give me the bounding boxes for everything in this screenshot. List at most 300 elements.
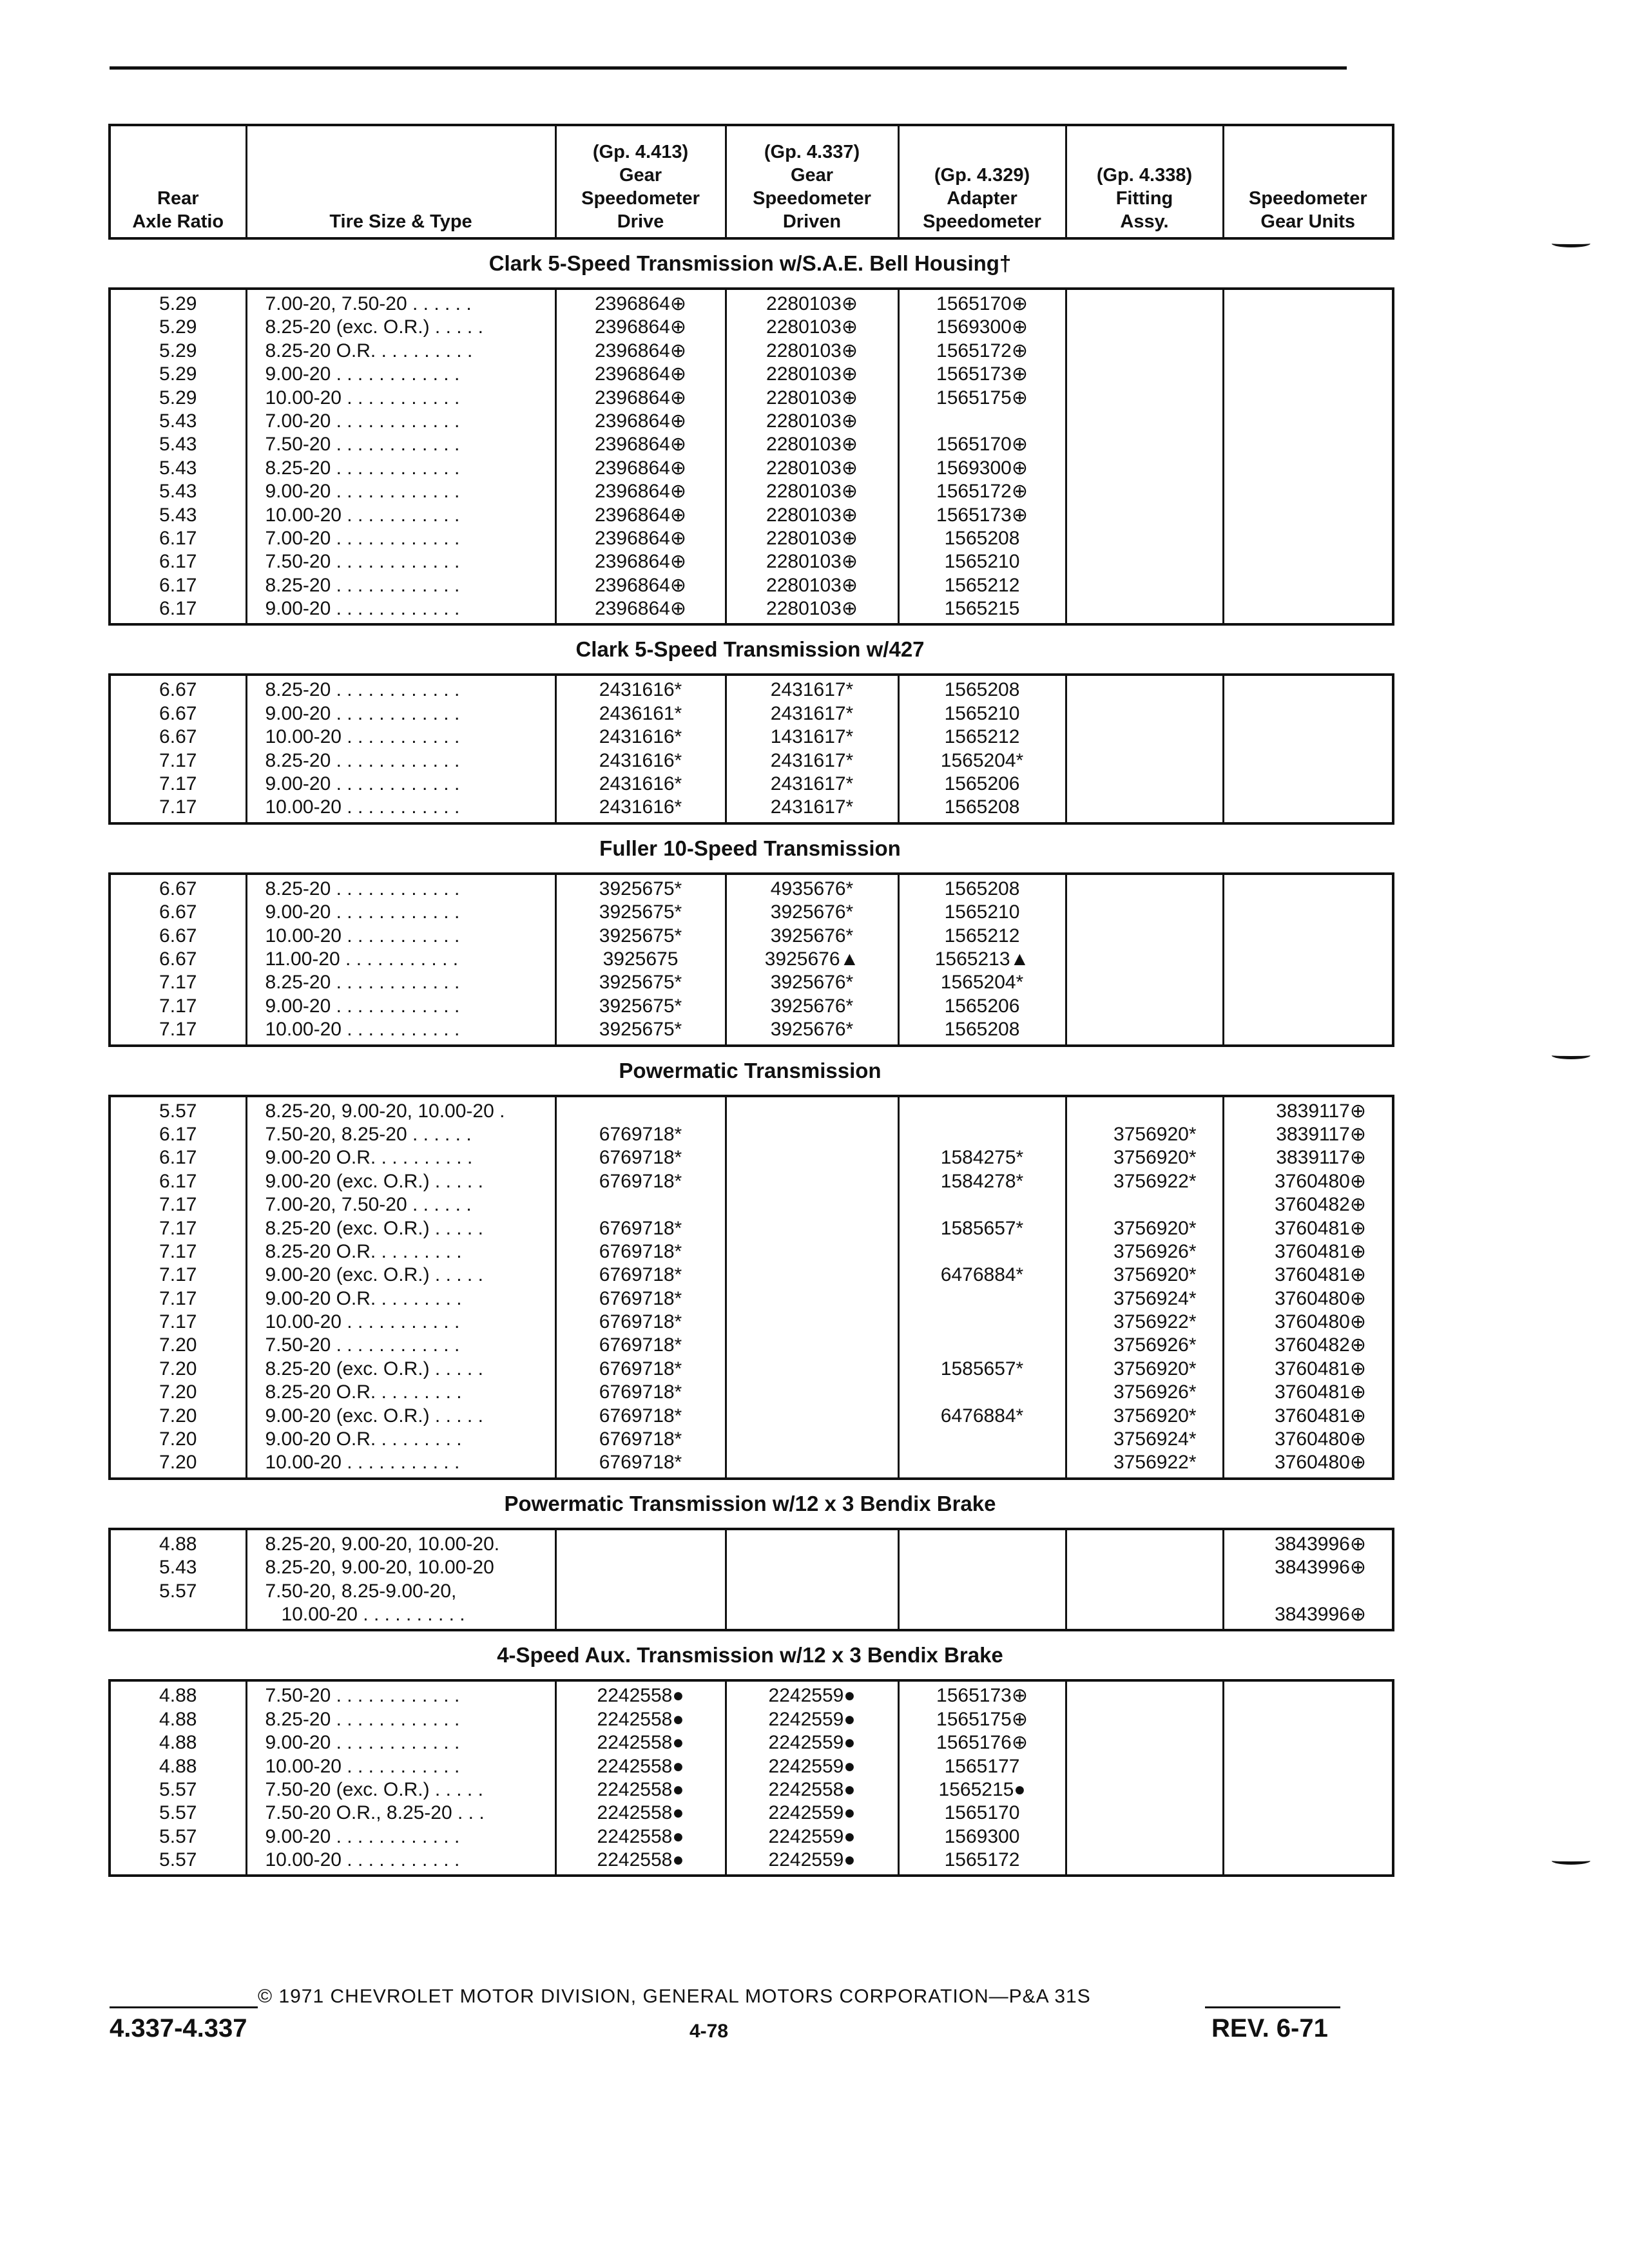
drive-gear-cell: 6769718* [599, 1123, 682, 1145]
fitting-cell: 3756920* [1113, 1217, 1197, 1239]
driven-gear-cell [727, 1556, 898, 1579]
axle-ratio-cell: 7.17 [159, 773, 197, 795]
drive-gear-column [555, 289, 726, 624]
fitting-cell [1067, 925, 1197, 948]
gear-units-cell [1224, 480, 1367, 503]
driven-gear-cell [727, 1580, 898, 1603]
fitting-column [1066, 289, 1223, 624]
fitting-cell [1067, 726, 1197, 749]
tire-size-cell: 7.00-20 . . . . . . . . . . . . [265, 527, 460, 549]
section-title: Powermatic Transmission w/12 x 3 Bendix Brake [504, 1491, 996, 1515]
drive-gear-cell: 2396864⊕ [595, 481, 686, 503]
axle-ratio-column [110, 1529, 246, 1631]
drive-gear-cell [557, 1193, 725, 1216]
gear-units-cell: 3843996⊕ [1275, 1557, 1366, 1579]
fitting-cell [1067, 574, 1197, 597]
axle-ratio-cell: 5.29 [159, 363, 197, 385]
top-rule [110, 66, 1347, 70]
adapter-cell: 1565206 [944, 773, 1020, 795]
adapter-cell: 1565215● [938, 1778, 1026, 1800]
tire-size-cell: 10.00-20 . . . . . . . . . . . [265, 1311, 460, 1333]
tire-size-cell: 10.00-20 . . . . . . . . . . . [265, 1019, 460, 1041]
section-body [110, 289, 1393, 624]
fitting-cell [1067, 527, 1197, 550]
axle-ratio-cell: 5.43 [159, 504, 197, 526]
fitting-cell [1067, 1755, 1197, 1778]
adapter-cell [900, 1451, 1065, 1474]
axle-ratio-cell: 6.17 [159, 527, 197, 549]
fitting-cell [1067, 1731, 1197, 1754]
drive-gear-cell: 2396864⊕ [595, 434, 686, 456]
adapter-cell [900, 1287, 1065, 1311]
adapter-cell: 1565213▲ [934, 948, 1030, 970]
tire-size-cell: 8.25-20 . . . . . . . . . . . . [265, 878, 460, 899]
driven-gear-column [726, 1680, 898, 1876]
fitting-cell [1067, 363, 1197, 386]
gear-units-cell [1224, 948, 1367, 971]
section-title: Clark 5-Speed Transmission w/S.A.E. Bell Housing† [488, 251, 1012, 275]
adapter-cell: 1584275* [940, 1147, 1024, 1169]
axle-ratio-cell: 7.17 [159, 1019, 197, 1041]
section-table [108, 1679, 1394, 1877]
drive-gear-cell [557, 1533, 725, 1556]
drive-gear-cell [557, 1580, 725, 1603]
fitting-cell: 3756926* [1113, 1334, 1197, 1356]
adapter-cell: 1565208 [944, 527, 1020, 549]
axle-ratio-cell: 5.29 [159, 340, 197, 361]
drive-gear-cell: 2396864⊕ [595, 363, 686, 385]
driven-gear-cell: 3925676▲ [764, 948, 860, 970]
adapter-cell [900, 1580, 1065, 1603]
tire-size-cell: 10.00-20 . . . . . . . . . . . [265, 925, 460, 947]
tire-size-column [246, 1529, 555, 1631]
section-body [110, 874, 1393, 1046]
gear-units-cell [1224, 1731, 1367, 1754]
drive-gear-cell: 2431616* [599, 749, 682, 771]
adapter-cell: 1584278* [940, 1170, 1024, 1192]
section-title: Clark 5-Speed Transmission w/427 [575, 637, 925, 662]
driven-gear-cell: 1431617* [770, 726, 854, 748]
drive-gear-cell: 2396864⊕ [595, 293, 686, 314]
axle-ratio-cell: 7.20 [159, 1358, 197, 1379]
drive-gear-cell: 6769718* [599, 1264, 682, 1286]
driven-gear-cell [727, 1533, 898, 1556]
drive-gear-cell: 2396864⊕ [595, 410, 686, 432]
sections [108, 240, 1392, 1877]
gear-units-cell [1224, 749, 1367, 773]
fitting-cell: 3756922* [1113, 1452, 1197, 1474]
axle-ratio-cell: 6.17 [159, 551, 197, 573]
gear-units-cell: 3760481⊕ [1275, 1405, 1366, 1427]
gear-units-cell: 3839117⊕ [1276, 1123, 1366, 1145]
section-table [108, 1095, 1394, 1480]
adapter-cell: 1585657* [940, 1217, 1024, 1239]
gear-units-column [1223, 289, 1393, 624]
gear-units-cell [1224, 597, 1367, 620]
tire-size-cell: 8.25-20 (exc. O.R.) . . . . . [265, 316, 483, 338]
drive-gear-cell: 6769718* [599, 1334, 682, 1356]
adapter-cell: 1565170 [944, 1802, 1020, 1824]
tire-size-column [246, 1096, 555, 1479]
axle-ratio-cell: 5.43 [159, 481, 197, 503]
adapter-cell [900, 1193, 1065, 1216]
tire-size-cell: 8.25-20 (exc. O.R.) . . . . . [265, 1217, 483, 1239]
driven-gear-cell [727, 1405, 898, 1428]
drive-gear-cell: 2396864⊕ [595, 340, 686, 361]
adapter-cell [900, 1123, 1065, 1146]
drive-gear-cell: 2396864⊕ [595, 551, 686, 573]
driven-gear-cell [727, 1146, 898, 1169]
gear-units-cell [1224, 316, 1367, 339]
page-number: 4-78 [689, 2021, 729, 2042]
gear-units-cell [1224, 925, 1367, 948]
axle-ratio-cell: 6.17 [159, 1147, 197, 1169]
tire-size-cell: 7.50-20 . . . . . . . . . . . . [265, 1685, 460, 1707]
driven-gear-column [726, 1529, 898, 1631]
gear-units-column [1223, 1680, 1393, 1876]
adapter-cell: 1565177 [944, 1755, 1020, 1777]
drive-gear-cell: 6769718* [599, 1452, 682, 1474]
axle-ratio-cell: 7.17 [159, 749, 197, 771]
gear-units-column [1223, 1529, 1393, 1631]
gear-units-cell [1224, 574, 1367, 597]
fitting-cell: 3756920* [1113, 1123, 1197, 1145]
axle-ratio-cell: 6.17 [159, 598, 197, 620]
gear-units-cell [1224, 340, 1367, 363]
driven-gear-cell: 2242559● [768, 1802, 856, 1824]
parts-table [108, 124, 1392, 1877]
fitting-cell [1067, 1193, 1197, 1216]
adapter-cell: 1565173⊕ [936, 504, 1028, 526]
fitting-column [1066, 675, 1223, 823]
tire-size-cell: 9.00-20 O.R. . . . . . . . . . [265, 1147, 473, 1169]
fitting-column [1066, 874, 1223, 1046]
header-gear-units: Speedometer Gear Units [1223, 125, 1393, 238]
section-table [108, 872, 1394, 1047]
header-gear-drive: (Gp. 4.413) Gear Speedometer Drive [555, 125, 726, 238]
drive-gear-cell: 6769718* [599, 1217, 682, 1239]
driven-gear-cell: 2280103⊕ [766, 316, 858, 338]
tire-size-cell: 9.00-20 . . . . . . . . . . . . [265, 702, 460, 724]
drive-gear-cell: 3925675* [599, 925, 682, 947]
fitting-cell [1067, 702, 1197, 726]
drive-gear-cell: 6769718* [599, 1287, 682, 1309]
axle-ratio-cell: 4.88 [159, 1685, 197, 1707]
adapter-cell: 1565173⊕ [936, 363, 1028, 385]
gear-units-cell [1224, 1580, 1367, 1603]
gear-units-cell [1224, 796, 1367, 819]
fitting-cell: 3756924* [1113, 1287, 1197, 1309]
driven-gear-cell [727, 1170, 898, 1193]
tire-size-cell: 7.00-20, 7.50-20 . . . . . . [265, 293, 472, 314]
driven-gear-cell: 3925676* [770, 901, 854, 923]
adapter-cell: 1565206 [944, 995, 1020, 1017]
adapter-column [898, 289, 1066, 624]
adapter-cell: 1565210 [944, 551, 1020, 573]
tire-size-cell: 9.00-20 O.R. . . . . . . . . [265, 1428, 462, 1450]
driven-gear-cell [727, 1264, 898, 1287]
drive-gear-cell: 3925675* [599, 1019, 682, 1041]
axle-ratio-cell: 5.29 [159, 293, 197, 314]
axle-ratio-cell: 5.57 [159, 1580, 197, 1602]
section-body [110, 675, 1393, 823]
axle-ratio-cell: 6.17 [159, 1170, 197, 1192]
tire-size-cell: 10.00-20 . . . . . . . . . . . [265, 504, 460, 526]
drive-gear-cell: 6769718* [599, 1170, 682, 1192]
gear-units-cell [1224, 1825, 1367, 1849]
tire-size-cell: 7.50-20 O.R., 8.25-20 . . . [265, 1802, 485, 1824]
axle-ratio-cell: 7.17 [159, 796, 197, 818]
drive-gear-cell: 6769718* [599, 1147, 682, 1169]
fitting-cell [1067, 1603, 1197, 1626]
fitting-column [1066, 1529, 1223, 1631]
driven-gear-cell: 2431617* [770, 773, 854, 795]
gear-units-cell [1224, 1849, 1367, 1872]
fitting-cell: 3756920* [1113, 1358, 1197, 1379]
axle-ratio-cell: 5.29 [159, 316, 197, 338]
tire-size-cell: 7.50-20 (exc. O.R.) . . . . . [265, 1778, 483, 1800]
gear-units-column [1223, 1096, 1393, 1479]
axle-ratio-cell: 7.17 [159, 1240, 197, 1262]
gear-units-cell [1224, 1778, 1367, 1802]
adapter-cell: 1569300 [944, 1825, 1020, 1847]
adapter-cell: 1565176⊕ [936, 1732, 1028, 1754]
driven-gear-cell [727, 1428, 898, 1451]
driven-gear-cell: 2280103⊕ [766, 457, 858, 479]
fitting-cell [1067, 387, 1197, 410]
gear-units-cell [1224, 410, 1367, 433]
drive-gear-cell [557, 1100, 725, 1123]
tire-size-cell: 8.25-20, 9.00-20, 10.00-20. [265, 1533, 500, 1555]
drive-gear-cell: 6769718* [599, 1405, 682, 1427]
tire-size-cell: 7.50-20 . . . . . . . . . . . . [265, 1334, 460, 1356]
section-table [108, 287, 1394, 626]
section-body [110, 1529, 1393, 1631]
tire-size-column [246, 675, 555, 823]
adapter-column [898, 1529, 1066, 1631]
axle-ratio-cell: 6.67 [159, 901, 197, 923]
fitting-cell [1067, 1802, 1197, 1825]
driven-gear-cell: 3925676* [770, 995, 854, 1017]
driven-gear-cell: 2280103⊕ [766, 598, 858, 620]
fitting-cell [1067, 749, 1197, 773]
driven-gear-cell: 2280103⊕ [766, 340, 858, 361]
driven-gear-cell [727, 1381, 898, 1404]
adapter-cell: 1565204* [940, 972, 1024, 994]
adapter-cell: 1585657* [940, 1358, 1024, 1379]
axle-ratio-cell: 6.67 [159, 878, 197, 899]
axle-ratio-cell: 5.57 [159, 1778, 197, 1800]
axle-ratio-cell: 7.20 [159, 1428, 197, 1450]
adapter-cell: 1565172⊕ [936, 481, 1028, 503]
fitting-cell: 3756922* [1113, 1311, 1197, 1333]
gear-units-cell [1224, 504, 1367, 527]
gear-units-cell [1224, 433, 1367, 456]
axle-ratio-cell [111, 1603, 246, 1626]
driven-gear-cell: 2242559● [768, 1825, 856, 1847]
adapter-cell: 1565175⊕ [936, 387, 1028, 408]
gear-units-cell [1224, 293, 1367, 316]
adapter-cell: 1565208 [944, 1019, 1020, 1041]
fitting-cell [1067, 457, 1197, 480]
adapter-cell: 1565212 [944, 925, 1020, 947]
drive-gear-cell: 2242558● [597, 1755, 684, 1777]
fitting-cell [1067, 597, 1197, 620]
tire-size-cell: 9.00-20 (exc. O.R.) . . . . . [265, 1170, 483, 1192]
adapter-cell: 1565170⊕ [936, 434, 1028, 456]
adapter-cell: 1565210 [944, 901, 1020, 923]
axle-ratio-cell: 7.17 [159, 972, 197, 994]
adapter-cell [900, 1311, 1065, 1334]
group-number: 4.337-4.337 [110, 2014, 247, 2042]
tire-size-cell: 9.00-20 . . . . . . . . . . . . [265, 773, 460, 795]
gear-units-cell: 3760480⊕ [1275, 1452, 1366, 1474]
adapter-cell: 1565204* [940, 749, 1024, 771]
driven-gear-cell: 2242558● [768, 1778, 856, 1800]
fitting-cell [1067, 1533, 1197, 1556]
drive-gear-cell: 3925675* [599, 901, 682, 923]
tire-size-cell: 8.25-20 O.R. . . . . . . . . . [265, 340, 473, 361]
driven-gear-cell: 3925676* [770, 925, 854, 947]
fitting-cell: 3756920* [1113, 1264, 1197, 1286]
adapter-cell: 6476884* [940, 1264, 1024, 1286]
fitting-cell [1067, 316, 1197, 339]
gear-units-cell [1224, 387, 1367, 410]
drive-gear-column [555, 1680, 726, 1876]
axle-ratio-cell: 7.17 [159, 1287, 197, 1309]
gear-units-column [1223, 874, 1393, 1046]
gear-units-cell: 3760481⊕ [1275, 1217, 1366, 1239]
fitting-cell [1067, 995, 1197, 1018]
gear-units-cell: 3760480⊕ [1275, 1428, 1366, 1450]
adapter-cell [900, 1533, 1065, 1556]
axle-ratio-cell: 7.17 [159, 1264, 197, 1286]
adapter-cell: 1565175⊕ [936, 1708, 1028, 1730]
gear-units-cell [1224, 457, 1367, 480]
adapter-cell: 1565172 [944, 1849, 1020, 1871]
driven-gear-cell: 2280103⊕ [766, 293, 858, 314]
driven-gear-column [726, 289, 898, 624]
drive-gear-cell: 2431616* [599, 796, 682, 818]
adapter-cell [900, 1240, 1065, 1264]
tire-size-cell: 8.25-20 . . . . . . . . . . . . [265, 749, 460, 771]
gear-units-cell: 3760482⊕ [1275, 1334, 1366, 1356]
tire-size-cell: 8.25-20 . . . . . . . . . . . . [265, 1708, 460, 1730]
gear-units-cell: 3760481⊕ [1275, 1381, 1366, 1403]
tire-size-cell: 10.00-20 . . . . . . . . . . . [265, 1452, 460, 1474]
adapter-cell: 1565210 [944, 702, 1020, 724]
driven-gear-cell: 2280103⊕ [766, 387, 858, 408]
gear-units-cell [1224, 901, 1367, 924]
drive-gear-cell: 2242558● [597, 1778, 684, 1800]
tire-size-cell: 9.00-20 . . . . . . . . . . . . [265, 363, 460, 385]
gear-units-cell: 3760480⊕ [1275, 1287, 1366, 1309]
axle-ratio-cell: 5.57 [159, 1100, 197, 1122]
driven-gear-cell: 2431617* [770, 702, 854, 724]
gear-units-cell [1224, 773, 1367, 796]
drive-gear-cell: 3925675 [602, 948, 679, 970]
fitting-cell [1067, 433, 1197, 456]
fitting-cell: 3756922* [1113, 1170, 1197, 1192]
axle-ratio-column [110, 675, 246, 823]
fitting-cell [1067, 971, 1197, 994]
tire-size-cell: 7.50-20 . . . . . . . . . . . . [265, 434, 460, 456]
axle-ratio-cell: 4.88 [159, 1755, 197, 1777]
driven-gear-cell: 2242559● [768, 1732, 856, 1754]
section-table [108, 673, 1394, 824]
gear-units-cell [1224, 678, 1367, 702]
gear-units-column [1223, 675, 1393, 823]
driven-gear-cell [727, 1123, 898, 1146]
tire-size-cell: 8.25-20 . . . . . . . . . . . . [265, 679, 460, 701]
axle-ratio-cell: 7.20 [159, 1405, 197, 1427]
fitting-cell [1067, 678, 1197, 702]
adapter-cell: 1565208 [944, 878, 1020, 899]
adapter-cell [900, 1428, 1065, 1451]
tire-size-cell: 8.25-20 (exc. O.R.) . . . . . [265, 1358, 483, 1379]
tire-size-cell: 10.00-20 . . . . . . . . . . [265, 1603, 465, 1625]
drive-gear-cell: 2242558● [597, 1685, 684, 1707]
axle-ratio-cell: 4.88 [159, 1533, 197, 1555]
header-tire-size: Tire Size & Type [246, 125, 555, 238]
drive-gear-cell: 6769718* [599, 1358, 682, 1379]
drive-gear-cell: 2396864⊕ [595, 387, 686, 408]
tire-size-cell: 9.00-20 (exc. O.R.) . . . . . [265, 1264, 483, 1286]
adapter-cell: 1565170⊕ [936, 293, 1028, 314]
driven-gear-cell [727, 1311, 898, 1334]
fitting-cell [1067, 1100, 1197, 1123]
drive-gear-cell: 2396864⊕ [595, 316, 686, 338]
drive-gear-column [555, 1096, 726, 1479]
driven-gear-column [726, 675, 898, 823]
gear-units-cell: 3843996⊕ [1275, 1533, 1366, 1555]
binding-mark [1552, 1857, 1590, 1865]
gear-units-cell [1224, 363, 1367, 386]
axle-ratio-cell: 5.57 [159, 1825, 197, 1847]
driven-gear-cell: 2280103⊕ [766, 481, 858, 503]
gear-units-cell [1224, 971, 1367, 994]
driven-gear-cell: 2280103⊕ [766, 434, 858, 456]
fitting-cell: 3756926* [1113, 1240, 1197, 1262]
gear-units-cell [1224, 702, 1367, 726]
drive-gear-cell: 3925675* [599, 878, 682, 899]
driven-gear-cell: 2280103⊕ [766, 551, 858, 573]
adapter-cell: 1569300⊕ [936, 457, 1028, 479]
gear-units-cell [1224, 1708, 1367, 1731]
adapter-cell: 1565212 [944, 726, 1020, 748]
fitting-cell [1067, 1018, 1197, 1041]
axle-ratio-cell: 6.67 [159, 726, 197, 748]
fitting-cell: 3756926* [1113, 1381, 1197, 1403]
fitting-cell [1067, 550, 1197, 573]
driven-gear-cell: 2280103⊕ [766, 574, 858, 596]
drive-gear-cell: 2431616* [599, 679, 682, 701]
fitting-cell [1067, 1708, 1197, 1731]
driven-gear-cell [727, 1193, 898, 1216]
fitting-cell [1067, 293, 1197, 316]
axle-ratio-cell: 7.20 [159, 1452, 197, 1474]
gear-units-cell [1224, 1802, 1367, 1825]
tire-size-cell: 7.50-20, 8.25-9.00-20, [265, 1580, 457, 1602]
adapter-cell: 1565212 [944, 574, 1020, 596]
axle-ratio-cell: 7.17 [159, 1311, 197, 1333]
tire-size-cell: 8.25-20, 9.00-20, 10.00-20 . [265, 1100, 505, 1122]
gear-units-cell [1224, 1018, 1367, 1041]
axle-ratio-cell: 5.57 [159, 1849, 197, 1871]
tire-size-cell: 7.50-20 . . . . . . . . . . . . [265, 551, 460, 573]
adapter-cell [900, 1334, 1065, 1357]
fitting-cell [1067, 1849, 1197, 1872]
